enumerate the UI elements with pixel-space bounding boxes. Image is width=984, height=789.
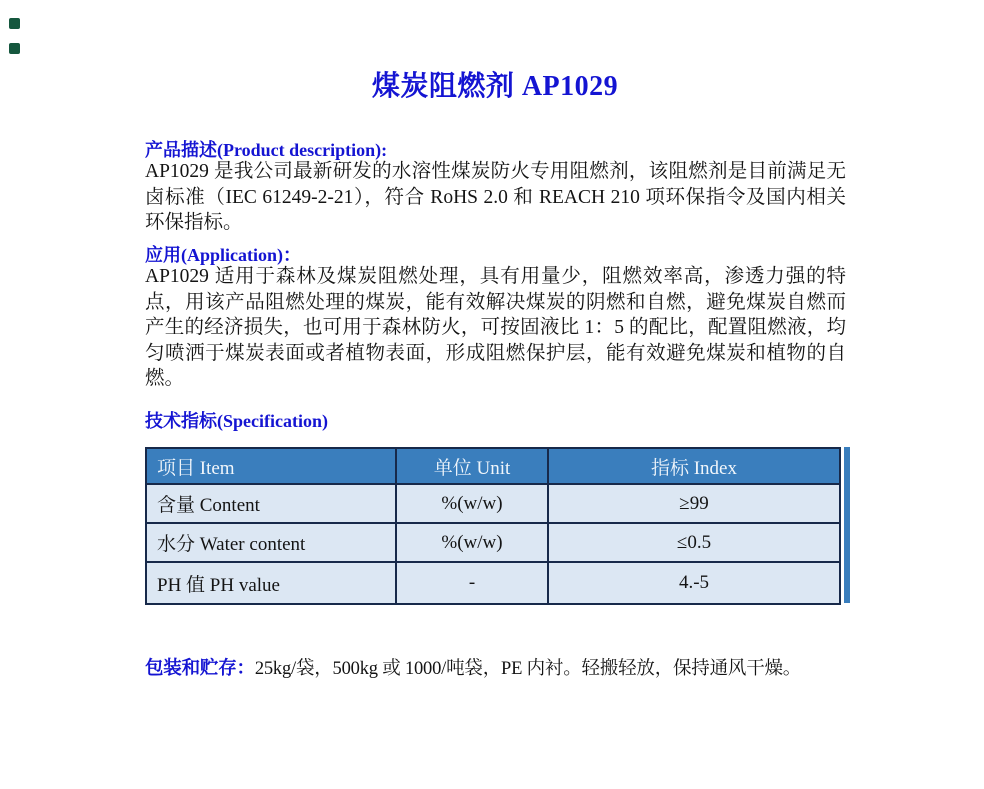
table-header-row: [146, 448, 840, 484]
table-right-accent-stripe: [844, 447, 850, 603]
green-square-marker-icon: [9, 18, 20, 29]
header-cell-item: 项目 Item: [146, 448, 396, 484]
specification-table: [145, 447, 841, 605]
description-body: AP1029 是我公司最新研发的水溶性煤炭防火专用阻燃剂，该阻燃剂是目前满足无卤标准（IEC 61249-2-21），符合 RoHS 2.0 和 REACH 210 项环保指令及国内相关环保指标。: [145, 161, 846, 234]
application-body: AP1029 适用于森林及煤炭阻燃处理，具有用量少，阻燃效率高，渗透力强的特点，用该产品阻燃处理的煤炭，能有效解决煤炭的阴燃和自燃，避免煤炭自燃而产生的经济损失，也可用于森林防火，可按固液比 1：5 的配比，配置阻燃液，均匀喷洒于煤炭表面或者植物表面，形成阻燃保护层，能有效避免煤炭和植物的自燃。: [145, 266, 846, 390]
header-cell-index: 指标 Index: [548, 448, 840, 484]
page-title: 煤炭阻燃剂 AP1029: [371, 71, 619, 102]
cell-item: 水分 Water content: [146, 523, 396, 562]
table-row: [146, 484, 840, 523]
table-row: [146, 562, 840, 604]
table-row: [146, 523, 840, 562]
cell-item: PH 值 PH value: [146, 562, 396, 604]
cell-index: ≥99: [548, 484, 840, 523]
packaging-label: 包装和贮存：: [145, 659, 255, 679]
cell-index: ≤0.5: [548, 523, 840, 562]
green-square-marker-icon: [9, 43, 20, 54]
description-heading: 产品描述(Product description):: [145, 140, 388, 160]
specification-heading: 技术指标(Specification): [145, 411, 328, 431]
cell-unit: %(w/w): [396, 484, 548, 523]
cell-unit: -: [396, 562, 548, 604]
packaging-storage-line: [145, 654, 865, 680]
cell-item: 含量 Content: [146, 484, 396, 523]
packaging-text: 25kg/袋，500kg 或 1000/吨袋，PE 内衬。轻搬轻放，保持通风干燥。: [254, 659, 802, 679]
header-cell-unit: 单位 Unit: [396, 448, 548, 484]
cell-index: 4.-5: [548, 562, 840, 604]
application-heading: 应用(Application)：: [145, 245, 302, 265]
cell-unit: %(w/w): [396, 523, 548, 562]
